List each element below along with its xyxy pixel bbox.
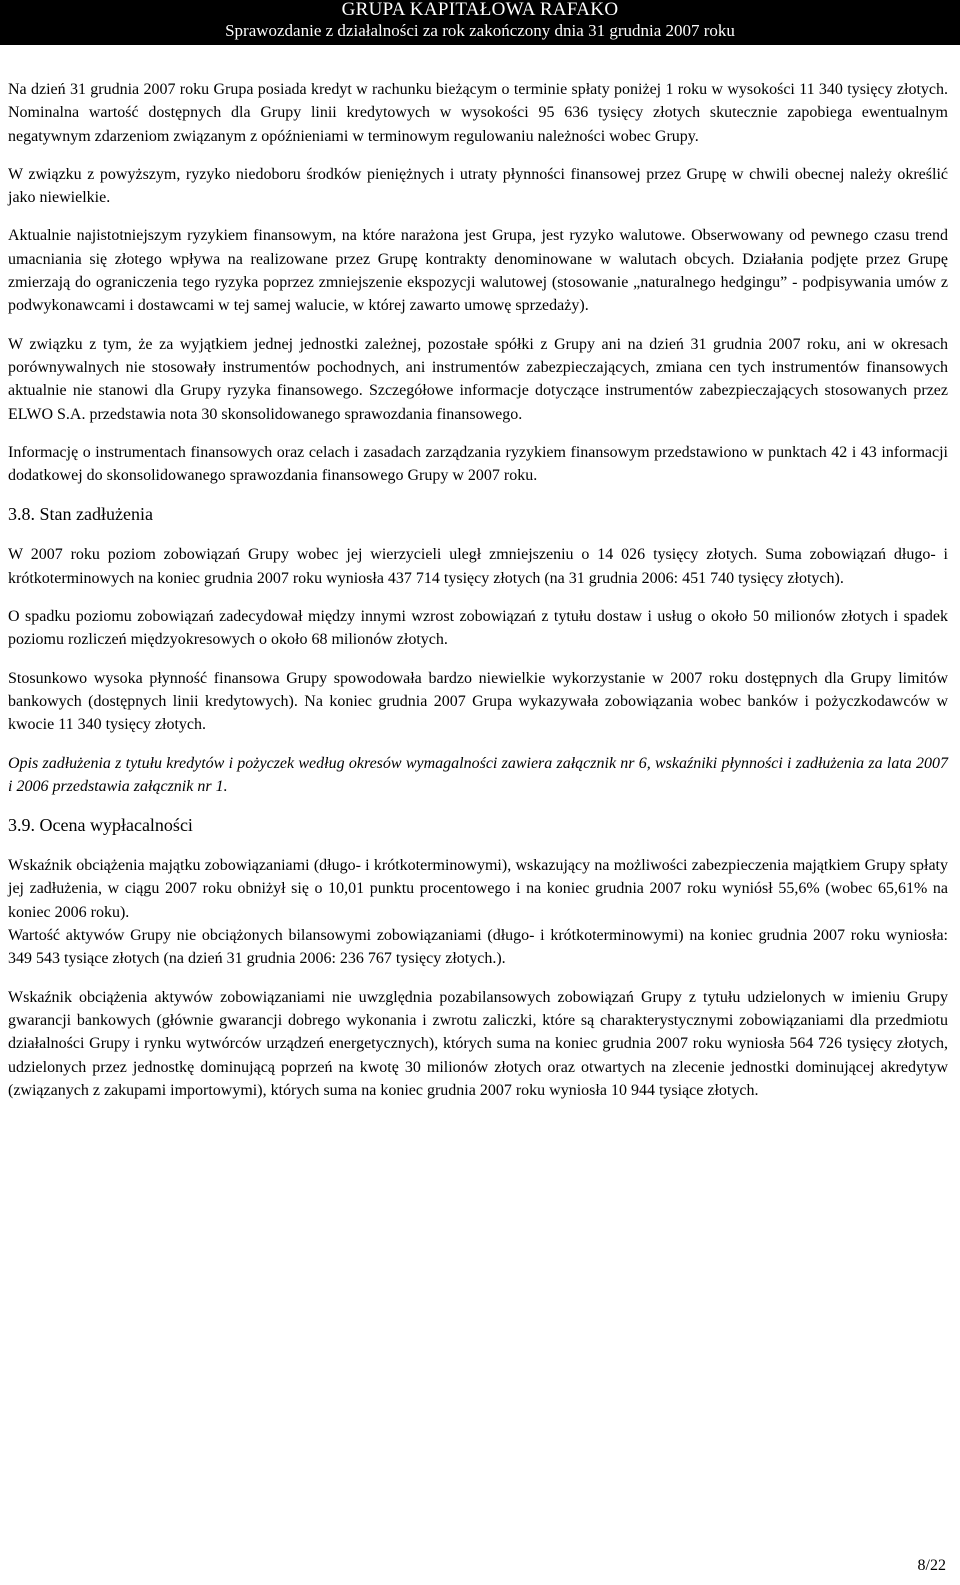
paragraph-debt-note: Opis zadłużenia z tytułu kredytów i pożyczek według okresów wymagalności zawiera załącznik nr 6, wskaźniki płynności i zadłużenia za lata 2007 i 2006 przedstawia załącznik nr 1. <box>8 754 948 795</box>
paragraph-bank-limits: Stosunkowo wysoka płynność finansowa Grupy spowodowała bardzo niewielkie wykorzystanie w 2007 roku dostępnych dla Grupy limitów bankowych (dostępnych linii kredytowych). Na koniec grudnia 2007 Grupa wykazywała zobowiązania wobec banków i pożyczkodawców w kwocie 11 340 tysięcy złotych. <box>8 669 948 734</box>
paragraph-unencumbered-assets: Wartość aktywów Grupy nie obciążonych bilansowymi zobowiązaniami (długo- i krótkoterminowymi) na koniec grudnia 2007 roku wyniosła: 349 543 tysiące złotych (na dzień 31 grudnia 2006: 236 767 tysięcy złotych.). <box>8 927 948 968</box>
paragraph-liabilities-decrease: O spadku poziomu zobowiązań zadecydował między innymi wzrost zobowiązań z tytułu dostaw i usług o około 50 milionów złotych i spadek poziomu rozliczeń międzyokresowych o około 68 milionów złotych. <box>8 608 948 649</box>
paragraph-liquidity-risk: W związku z powyższym, ryzyko niedoboru środków pieniężnych i utraty płynności finansowej przez Grupę w chwili obecnej należy określić jako niewielkie. <box>8 165 948 207</box>
paragraph-asset-burden-ratio: Wskaźnik obciążenia majątku zobowiązaniami (długo- i krótkoterminowymi), wskazujący na możliwości zabezpieczenia majątkiem Grupy spłaty jej zadłużenia, w ciągu 2007 roku obniżył się o 10,01 punktu procentowego i na koniec grudnia 2007 roku wyniósł 55,6% (wobec 65,61% na koniec 2006 roku). <box>8 857 948 921</box>
header-company-name: GRUPA KAPITAŁOWA RAFAKO <box>341 0 619 20</box>
paragraph-currency-risk: Aktualnie najistotniejszym ryzykiem finansowym, na które narażona jest Grupa, jest ryzyko walutowe. Obserwowany od pewnego czasu trend umacniania się złotego wpływa na realizowane przez Grupę kontrakty denominowane w walutach obcych. Działania podjęte przez Grupę zmierzają do ograniczenia tego ryzyka poprzez zmniejszenie ekspozycji walutowej (stosowanie „naturalnego hedgingu” - podpisywania umów z podwykonawcami i dostawcami w tej samej walucie, w której zawarto umowę sprzedaży). <box>8 227 948 315</box>
header-report-title: Sprawozdanie z działalności za rok zakończony dnia 31 grudnia 2007 roku <box>225 21 735 40</box>
paragraph-financial-instruments: Informację o instrumentach finansowych oraz celach i zasadach zarządzania ryzykiem finansowym przedstawiono w punktach 42 i 43 informacji dodatkowej do skonsolidowanego sprawozdania finansowego Grupy w 2007 roku. <box>8 443 948 485</box>
section-heading-solvency: 3.9. Ocena wypłacalności <box>8 815 193 836</box>
paragraph-guarantees: Wskaźnik obciążenia aktywów zobowiązaniami nie uwzględnia pozabilansowych zobowiązań Grupy z tytułu udzielonych w imieniu Grupy gwarancji bankowych (głównie gwarancji dobrego wykonania i zwrotu zaliczki, które są charakterystycznymi zobowiązaniami dla przedmiotu działalności Grupy i rynku wytwórców urządzeń energetycznych), których suma na koniec grudnia 2007 roku wyniosła 564 726 tysięcy złotych, udzielonych przez jednostkę dominującą poprzeń na kwotę 30 milionów złotych oraz otwartych na zlecenie jednostki dominującej akredytyw (związanych z zakupami importowymi), których suma na koniec grudnia 2007 roku wyniosła 10 944 tysiące złotych. <box>8 988 948 1099</box>
section-heading-debt: 3.8. Stan zadłużenia <box>8 504 153 525</box>
document-body <box>8 78 948 1117</box>
document-header <box>0 0 960 45</box>
page-number: 8/22 <box>917 1557 946 1574</box>
paragraph-liabilities: W 2007 roku poziom zobowiązań Grupy wobec jej wierzycieli uległ zmniejszeniu o 14 026 tysięcy złotych. Suma zobowiązań długo- i krótkoterminowych na koniec grudnia 2007 roku wyniosła 437 714 tysięcy złotych (na 31 grudnia 2006: 451 740 tysięcy złotych). <box>8 546 948 587</box>
paragraph-derivatives: W związku z tym, że za wyjątkiem jednej jednostki zależnej, pozostałe spółki z Grupy ani na dzień 31 grudnia 2007 roku, ani w okresach porównywalnych nie stosowały instrumentów pochodnych, ani instrumentów zabezpieczających, zmiana cen tych instrumentów finansowych aktualnie nie stanowi dla Grupy ryzyka finansowego. Szczegółowe informacje dotyczące instrumentów zabezpieczających stosowanych przez ELWO S.A. przedstawia nota 30 skonsolidowanego sprawozdania finansowego. <box>8 335 948 423</box>
paragraph-credit: Na dzień 31 grudnia 2007 roku Grupa posiada kredyt w rachunku bieżącym o terminie spłaty poniżej 1 roku w wysokości 11 340 tysięcy złotych. Nominalna wartość dostępnych dla Grupy linii kredytowych w wysokości 95 636 tysięcy złotych skutecznie zapobiega ewentualnym negatywnym zdarzeniom związanym z opóźnieniami w terminowym regulowaniu należności wobec Grupy. <box>8 81 948 145</box>
